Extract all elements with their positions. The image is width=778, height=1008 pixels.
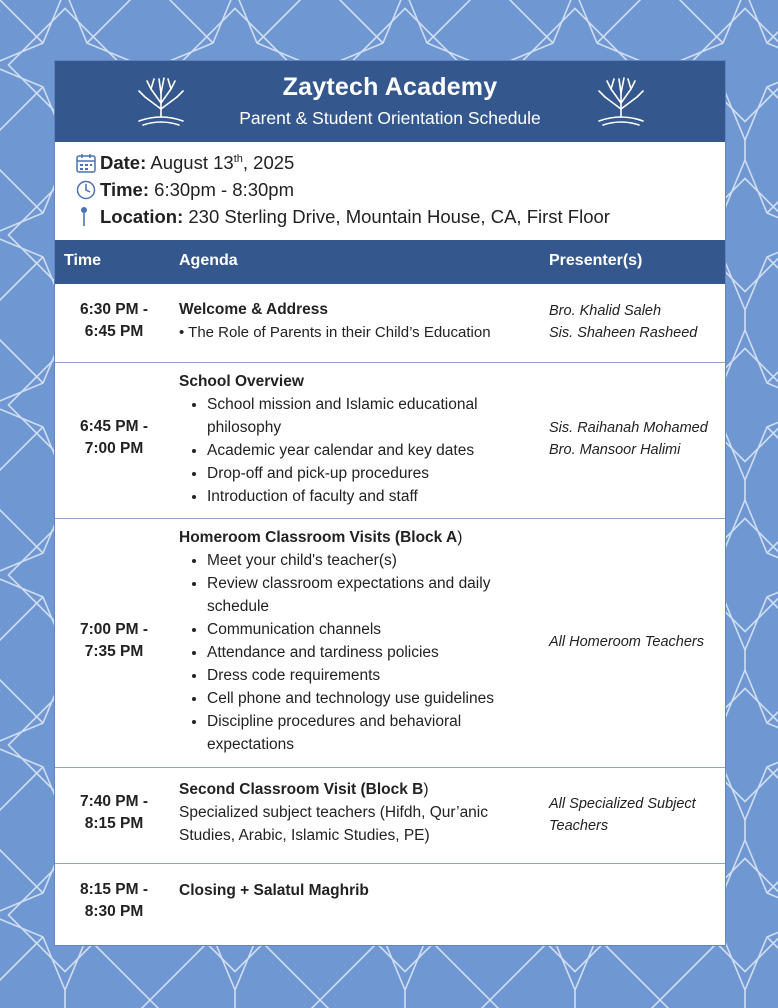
event-info [75, 151, 715, 232]
agenda-item: • Dress code requirements [207, 664, 529, 687]
date-label: Date: [100, 152, 147, 173]
time-end: 8:15 PM [84, 815, 144, 832]
presenter-cell [549, 793, 719, 837]
agenda-cell [179, 778, 529, 847]
time-cell [59, 879, 169, 923]
agenda-item: • Introduction of faculty and staff [207, 485, 529, 508]
block-label: Block B [365, 781, 424, 798]
clock-icon [75, 179, 97, 201]
presenter-name: Bro. Khalid Saleh [549, 303, 662, 319]
header-banner [55, 61, 725, 142]
table-row [55, 284, 725, 363]
time-cell [59, 416, 169, 460]
agenda-title-end: ) [457, 529, 463, 546]
agenda-title: Welcome & Address [179, 301, 329, 318]
date-row [75, 151, 715, 178]
agenda-cell [179, 370, 529, 508]
time-start: 7:40 PM - [79, 793, 149, 810]
time-start: 6:45 PM - [79, 418, 149, 435]
agenda-description: Specialized subject teachers (Hifdh, Qur’anic Studies, Arabic, Islamic Studies, PE) [179, 804, 489, 844]
time-cell [59, 299, 169, 343]
presenter-name: All Homeroom Teachers [549, 634, 704, 650]
agenda-title: School Overview [179, 373, 304, 390]
schedule-subtitle: Parent & Student Orientation Schedule [239, 108, 541, 128]
time-end: 7:35 PM [84, 643, 144, 660]
location-row [75, 205, 715, 232]
time-start: 6:30 PM - [79, 301, 149, 318]
calendar-icon [75, 152, 97, 174]
time-label: Time: [100, 179, 150, 200]
agenda-cell [179, 879, 529, 902]
table-header [55, 240, 725, 284]
header-time: Time [64, 252, 102, 269]
time-cell [59, 791, 169, 835]
block-label: Block A [400, 529, 458, 546]
location-pin-icon [75, 206, 97, 228]
agenda-item: • Academic year calendar and key dates [207, 439, 529, 462]
table-row [55, 863, 725, 945]
agenda-item: • Meet your child's teacher(s) [207, 549, 529, 572]
agenda-title: Homeroom Classroom Visits ( [179, 529, 401, 546]
agenda-cell [179, 298, 529, 344]
presenter-cell [549, 631, 719, 653]
agenda-cell [179, 526, 529, 756]
table-row [55, 518, 725, 768]
time-value: 6:30pm - 8:30pm [154, 179, 295, 200]
agenda-item: • Attendance and tardiness policies [207, 641, 529, 664]
agenda-item: • Communication channels [207, 618, 529, 641]
location-value: 230 Sterling Drive, Mountain House, CA, First Floor [188, 206, 610, 227]
presenter-name: Sis. Raihanah Mohamed [549, 420, 708, 436]
presenter-name: Sis. Shaheen Rasheed [549, 325, 698, 341]
school-title: Zaytech Academy [282, 73, 498, 101]
agenda-item: • Discipline procedures and behavioral expectations [207, 710, 529, 756]
agenda-title-end: ) [423, 781, 429, 798]
tree-logo-icon [595, 73, 647, 129]
agenda-list [179, 549, 529, 756]
date-year: , 2025 [242, 152, 295, 173]
agenda-item: • Review classroom expectations and daily schedule [207, 572, 529, 618]
agenda-item: • School mission and Islamic educational philosophy [207, 393, 529, 439]
agenda-title: Second Classroom Visit ( [179, 781, 366, 798]
agenda-item: • The Role of Parents in their Child’s Education [179, 321, 529, 344]
time-start: 7:00 PM - [79, 621, 149, 638]
presenter-cell [549, 417, 719, 461]
header-agenda: Agenda [179, 252, 238, 269]
table-row [55, 362, 725, 519]
agenda-item: • Drop-off and pick-up procedures [207, 462, 529, 485]
agenda-title: Closing + Salatul Maghrib [179, 882, 369, 899]
time-start: 8:15 PM - [79, 881, 149, 898]
agenda-item: • Cell phone and technology use guidelines [207, 687, 529, 710]
presenter-cell [549, 300, 719, 344]
time-row [75, 178, 715, 205]
table-row [55, 767, 725, 864]
agenda-list [179, 393, 529, 508]
time-cell [59, 619, 169, 663]
presenter-name: All Specialized Subject Teachers [549, 796, 696, 834]
location-label: Location: [100, 206, 184, 227]
time-end: 8:30 PM [84, 903, 144, 920]
schedule-card [55, 61, 725, 945]
date-suffix: th [233, 152, 243, 165]
time-end: 7:00 PM [84, 440, 144, 457]
header-presenters: Presenter(s) [549, 252, 643, 269]
presenter-name: Bro. Mansoor Halimi [549, 442, 681, 458]
date-value: August 13 [150, 152, 234, 173]
time-end: 6:45 PM [84, 323, 144, 340]
